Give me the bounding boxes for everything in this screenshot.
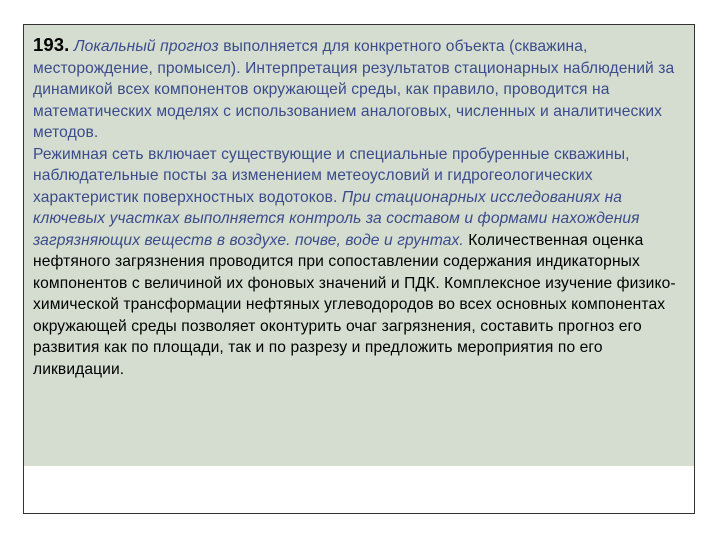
term-local-forecast: Локальный прогноз [69,38,219,55]
paragraph-2: Режимная сеть включает существующие и специальные пробуренные скважины, наблюдательные посты за изменением метеоусловий и гидрогеологических характеристик поверхностных водотоков. [33,145,630,206]
paragraph-1: выполняется для конкретного объекта (скважина, месторождение, промысел). Интерпретация результатов стационарных наблюдений за динамикой всех компонентов окружающей среды, как правило, проводится на математических моделях с использованием аналоговых, численных и аналитических методов. [33,38,675,141]
paragraph-2-italic: При стационарных исследованиях на ключевых участках выполняется контроль за составом и формами нахождения загрязняющих веществ в воздухе. почве, воде и грунтах. [33,188,640,249]
body-text [33,34,683,380]
slide-frame [23,24,695,514]
text-panel [24,25,694,466]
paragraph-2-conclusion: Количественная оценка нефтяного загрязнения проводится при сопоставлении содержания индикаторных компонентов с величиной их фоновых значений и ПДК. Комплексное изучение физико-химической трансформации нефтяных углеводородов во всех основных компонентах окружающей среды позволяет оконтурить очаг загрязнения, составить прогноз его развития как по площади, так и по разрезу и предложить мероприятия по его ликвидации. [33,231,676,378]
item-number: 193. [33,34,70,55]
